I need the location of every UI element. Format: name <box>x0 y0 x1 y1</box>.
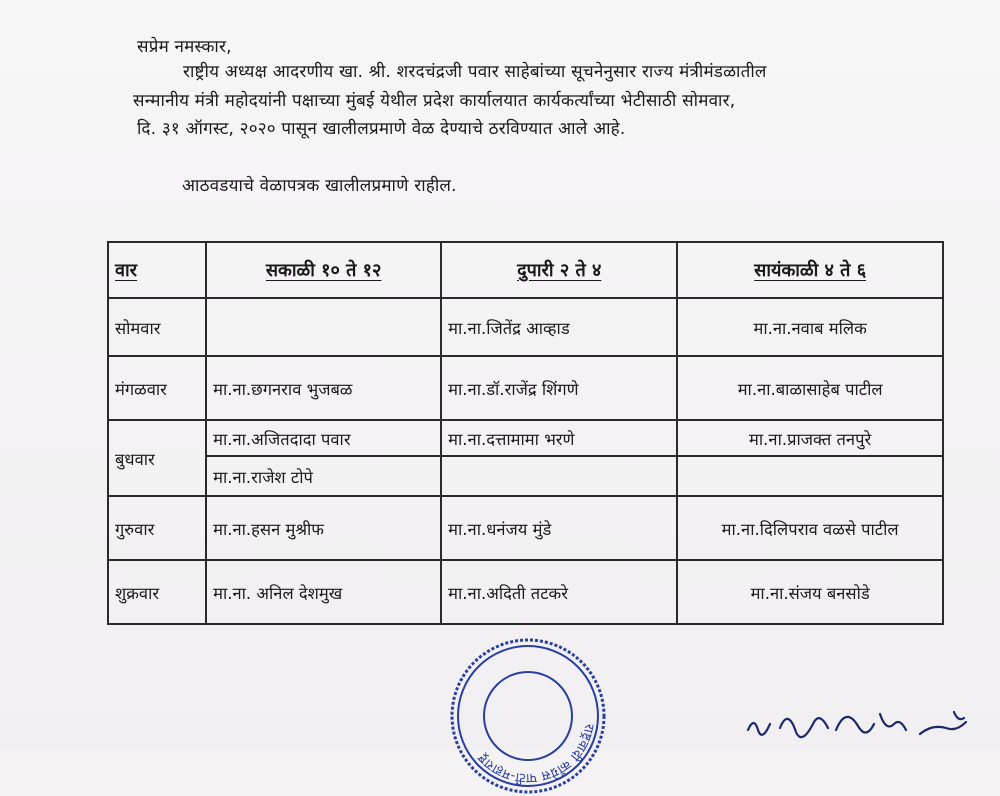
greeting-line: सप्रेम नमस्कार, <box>137 37 232 57</box>
table-row <box>108 560 943 624</box>
table-row <box>108 456 943 496</box>
table-row <box>108 298 943 356</box>
afternoon-cell: मा.ना.डॉ.राजेंद्र शिंगणे <box>441 356 677 420</box>
evening-cell: मा.ना.बाळासाहेब पाटील <box>677 356 943 420</box>
evening-cell: मा.ना.नवाब मलिक <box>677 298 943 356</box>
morning-cell: मा.ना.अजितदादा पवार <box>206 420 441 456</box>
afternoon-cell: मा.ना.दत्तामामा भरणे <box>441 420 677 456</box>
day-cell: बुधवार <box>108 420 206 496</box>
handwritten-signature <box>740 700 1000 750</box>
header-afternoon: दुपारी २ ते ४ <box>441 242 677 298</box>
day-cell: शुक्रवार <box>108 560 206 624</box>
morning-cell: मा.ना.हसन मुश्रीफ <box>206 496 441 560</box>
header-morning: सकाळी १० ते १२ <box>206 242 441 298</box>
schedule-intro-line: आठवडयाचे वेळापत्रक खालीलप्रमाणे राहील. <box>182 176 457 196</box>
day-cell: गुरुवार <box>108 496 206 560</box>
evening-cell: मा.ना.प्राजक्त तनपुरे <box>677 420 943 456</box>
paragraph-line-2: सन्मानीय मंत्री महोदयांनी पक्षाच्या मुंबई येथील प्रदेश कार्यालयात कार्यकर्त्यांच्या भेटीसाठी सोमवार, <box>133 91 736 111</box>
morning-cell <box>206 298 441 356</box>
evening-cell-empty <box>677 456 943 496</box>
morning-cell: मा.ना.छगनराव भुजबळ <box>206 356 441 420</box>
afternoon-cell: मा.ना.जितेंद्र आव्हाड <box>441 298 677 356</box>
afternoon-cell-empty <box>441 456 677 496</box>
seal-text: राष्ट्रवादी काँग्रेस पार्टी-महाराष्ट्र <box>475 722 597 786</box>
party-seal-stamp <box>448 636 608 796</box>
table-row <box>108 496 943 560</box>
weekly-schedule-table <box>107 241 944 625</box>
day-cell: सोमवार <box>108 298 206 356</box>
header-day: वार <box>108 242 206 298</box>
table-row <box>108 356 943 420</box>
afternoon-cell: मा.ना.धनंजय मुंडे <box>441 496 677 560</box>
header-evening: सायंकाळी ४ ते ६ <box>677 242 943 298</box>
day-cell: मंगळवार <box>108 356 206 420</box>
table-row <box>108 420 943 456</box>
afternoon-cell: मा.ना.अदिती तटकरे <box>441 560 677 624</box>
table-header-row <box>108 242 943 298</box>
morning-cell: मा.ना. अनिल देशमुख <box>206 560 441 624</box>
paragraph-line-1: राष्ट्रीय अध्यक्ष आदरणीय खा. श्री. शरदचंद्रजी पवार साहेबांच्या सूचनेनुसार राज्य मंत्रीमंडळातील <box>183 62 767 82</box>
morning-cell-secondary: मा.ना.राजेश टोपे <box>206 456 441 496</box>
paragraph-line-3: दि. ३१ ऑगस्ट, २०२० पासून खालीलप्रमाणे वेळ देण्याचे ठरविण्यात आले आहे. <box>137 119 626 139</box>
evening-cell: मा.ना.संजय बनसोडे <box>677 560 943 624</box>
evening-cell: मा.ना.दिलिपराव वळसे पाटील <box>677 496 943 560</box>
